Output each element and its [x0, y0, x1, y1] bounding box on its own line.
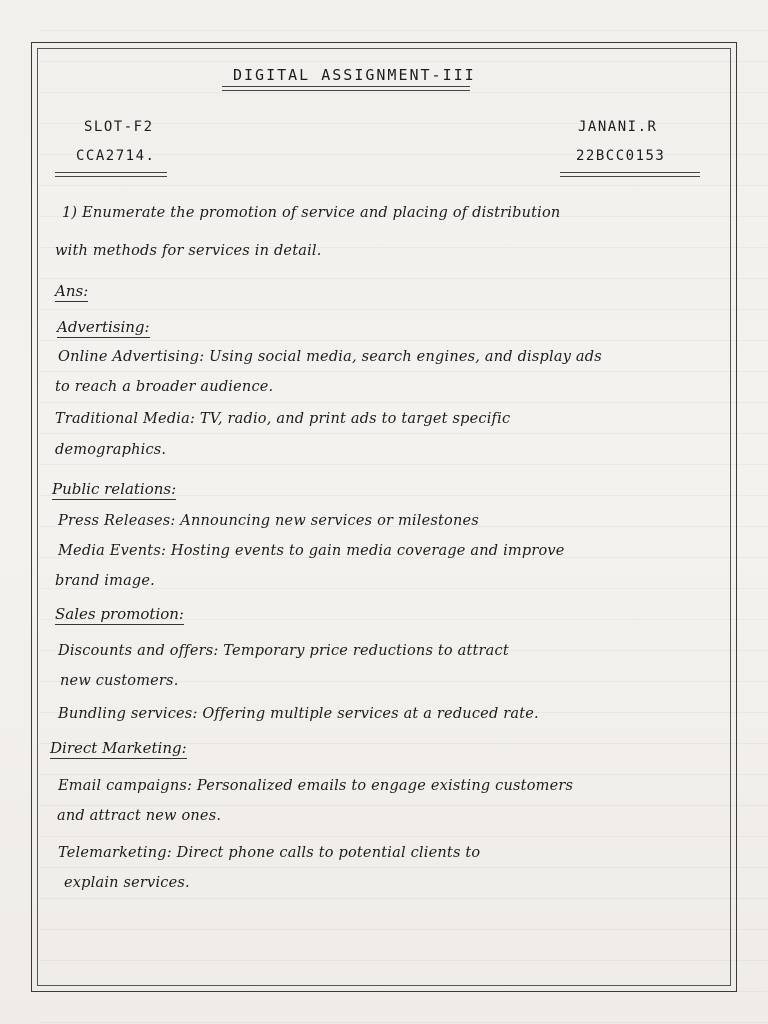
section-line: new customers.	[60, 673, 179, 689]
section-line: demographics.	[55, 442, 167, 458]
section-heading-direct-marketing: Direct Marketing:	[50, 739, 187, 757]
question-line-1: 1) Enumerate the promotion of service and placing of distribution	[62, 205, 561, 221]
section-line: Online Advertising: Using social media, search engines, and display ads	[58, 349, 602, 365]
section-line: Press Releases: Announcing new services or milestones	[58, 513, 479, 529]
page-title: DIGITAL ASSIGNMENT-III	[233, 66, 476, 84]
section-line: Telemarketing: Direct phone calls to potential clients to	[58, 845, 481, 861]
section-line: Traditional Media: TV, radio, and print ads to target specific	[55, 411, 511, 427]
answer-label: Ans:	[55, 282, 89, 300]
section-line: brand image.	[55, 573, 155, 589]
section-line: explain services.	[64, 875, 190, 891]
student-name: JANANI.R	[578, 119, 658, 135]
course-code: CCA2714.	[76, 148, 156, 164]
title-underline	[222, 86, 470, 91]
section-heading-public-relations: Public relations:	[52, 480, 177, 498]
section-line: to reach a broader audience.	[55, 379, 274, 395]
registration-number: 22BCC0153	[576, 148, 666, 164]
section-heading-sales-promotion: Sales promotion:	[55, 605, 184, 623]
question-line-2: with methods for services in detail.	[55, 243, 322, 259]
section-line: Discounts and offers: Temporary price reductions to attract	[58, 643, 509, 659]
right-header-underline	[560, 172, 700, 177]
slot-label: SLOT-F2	[84, 119, 154, 135]
section-line: and attract new ones.	[57, 808, 222, 824]
section-heading-advertising: Advertising:	[57, 318, 150, 336]
section-line: Bundling services: Offering multiple services at a reduced rate.	[58, 706, 539, 722]
section-line: Media Events: Hosting events to gain media coverage and improve	[58, 543, 565, 559]
left-header-underline	[55, 172, 167, 177]
section-line: Email campaigns: Personalized emails to engage existing customers	[58, 778, 574, 794]
